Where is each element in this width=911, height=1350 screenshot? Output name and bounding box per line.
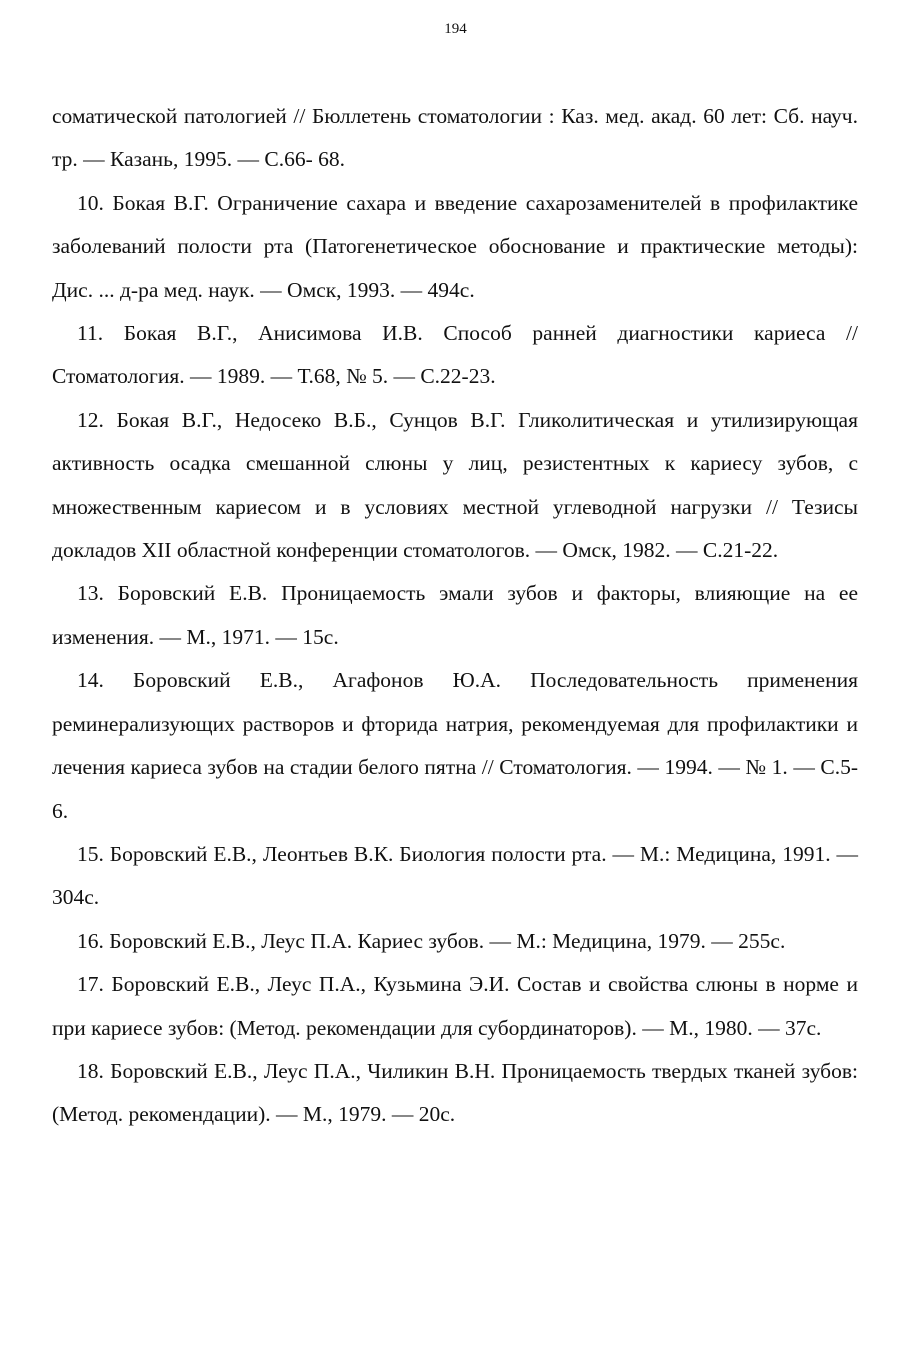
reference-item-11: 11. Бокая В.Г., Анисимова И.В. Способ ранней диагностики кариеса // Стоматология. — 1989. — Т.68, № 5. — С.22-23. [52, 321, 858, 389]
reference-item-16: 16. Боровский Е.В., Леус П.А. Кариес зубов. — М.: Медицина, 1979. — 255с. [77, 928, 786, 953]
page-number: 194 [444, 21, 467, 37]
reference-item-15: 15. Боровский Е.В., Леонтьев В.К. Биология полости рта. — М.: Медицина, 1991. — 304с. [52, 841, 858, 910]
reference-continuation: соматической патологией // Бюллетень стоматологии : Каз. мед. акад. 60 лет: Сб. науч. тр. — Казань, 1995. — С.66- 68. [52, 104, 858, 172]
reference-list [52, 95, 858, 1137]
reference-item-17: 17. Боровский Е.В., Леус П.А., Кузьмина Э.И. Состав и свойства слюны в норме и при кариесе зубов: (Метод. рекомендации для субординаторов). — М., 1980. — 37с. [52, 972, 858, 1040]
reference-item-18: 18. Боровский Е.В., Леус П.А., Чиликин В.Н. Проницаемость твердых тканей зубов: (Метод. рекомендации). — М., 1979. — 20с. [52, 1058, 858, 1127]
reference-item-13: 13. Боровский Е.В. Проницаемость эмали зубов и факторы, влияющие на ее изменения. — М., 1971. — 15с. [52, 581, 858, 649]
reference-item-10: 10. Бокая В.Г. Ограничение сахара и введение сахарозаменителей в профилактике заболеваний полости рта (Патогенетическое обоснование и практические методы): Дис. ... д-ра мед. наук. — Омск, 1993. — 494с. [52, 190, 858, 302]
reference-item-14: 14. Боровский Е.В., Агафонов Ю.А. Последовательность применения реминерализующих растворов и фторида натрия, рекомендуемая для профилактики и лечения кариеса зубов на стадии белого пятна // Стоматология. — 1994. — № 1. — С.5-6. [52, 668, 858, 823]
reference-item-12: 12. Бокая В.Г., Недосеко В.Б., Сунцов В.Г. Гликолитическая и утилизирующая активность осадка смешанной слюны у лиц, резистентных к кариесу зубов, с множественным кариесом и в условиях местной углеводной нагрузки // Тезисы докладов XII областной конференции стоматологов. — Омск, 1982. — С.21-22. [52, 407, 858, 563]
